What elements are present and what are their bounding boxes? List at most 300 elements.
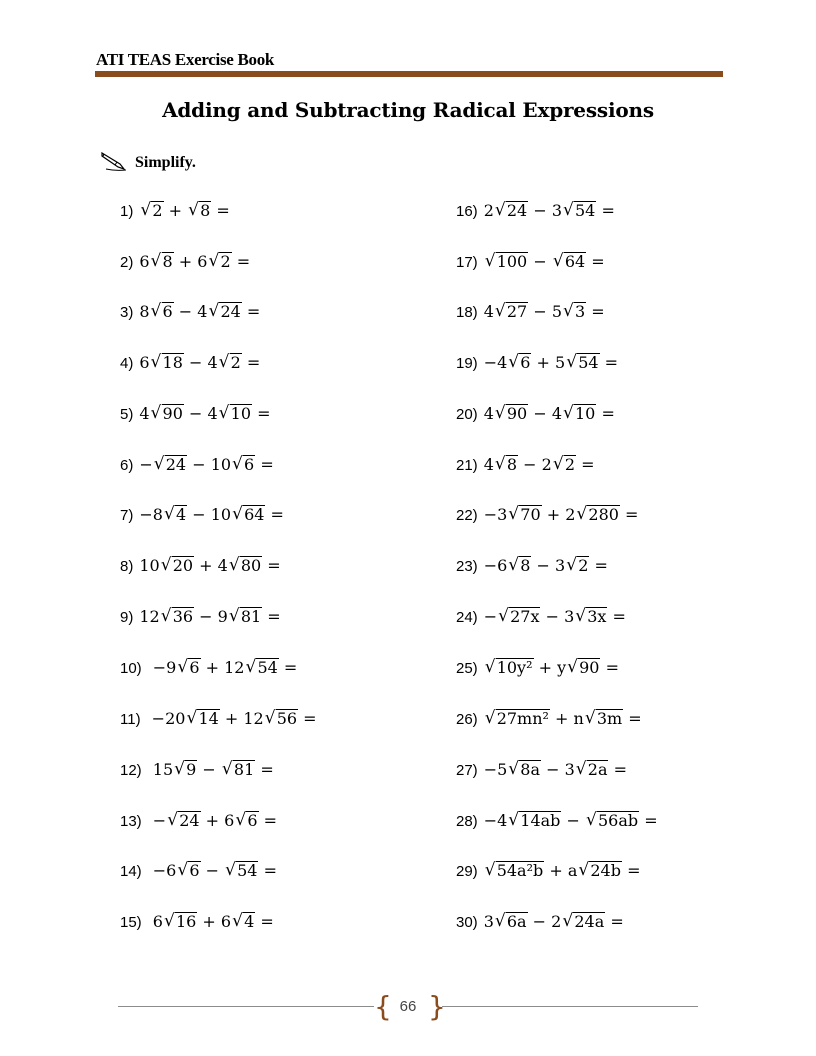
radicand: 24 xyxy=(179,811,200,830)
radicand: 2 xyxy=(230,353,241,372)
expression-text: = xyxy=(586,252,605,271)
expression-text: − 3 xyxy=(541,760,575,779)
radicand: 81 xyxy=(240,607,262,626)
radicand: 64 xyxy=(244,505,265,524)
radical xyxy=(208,251,231,273)
problem-expression xyxy=(139,251,250,273)
problem-number: 17) xyxy=(456,254,478,271)
radicand: 6 xyxy=(189,658,200,677)
expression-text: 6 xyxy=(139,252,150,271)
problem-20 xyxy=(456,403,615,426)
radical xyxy=(229,606,262,628)
radical xyxy=(578,860,622,882)
expression-text: = xyxy=(211,201,230,220)
expression-text: + 6 xyxy=(197,912,232,931)
problem-number: 2) xyxy=(120,254,134,271)
expression-text: − 10 xyxy=(187,455,232,474)
expression-text: = xyxy=(586,302,605,321)
problem-number: 3) xyxy=(120,304,134,321)
page-number: 66 xyxy=(399,998,417,1015)
problem-15 xyxy=(120,911,274,934)
radical xyxy=(177,860,200,882)
problem-23 xyxy=(456,555,608,578)
problem-expression xyxy=(148,911,274,933)
problem-27 xyxy=(456,759,627,782)
problem-expression xyxy=(139,403,270,425)
radical xyxy=(553,251,586,273)
radical xyxy=(232,911,255,933)
problem-number: 21) xyxy=(456,457,478,474)
expression-text: = xyxy=(298,709,317,728)
expression-text: 12 xyxy=(139,607,160,626)
problem-expression xyxy=(139,352,260,374)
radicand: 100 xyxy=(496,252,528,271)
problem-number: 6) xyxy=(120,457,134,474)
problem-number: 11) xyxy=(120,711,141,728)
expression-text: + a xyxy=(544,861,578,880)
expression-text: − xyxy=(200,861,225,880)
radical xyxy=(508,810,561,832)
expression-text: − 4 xyxy=(183,404,218,423)
expression-text: = xyxy=(623,709,642,728)
expression-text: − xyxy=(197,760,221,779)
radicand: 9 xyxy=(186,760,197,779)
expression-text: − 4 xyxy=(173,302,208,321)
radicand: 24 xyxy=(506,201,528,220)
radical xyxy=(222,759,255,781)
radicand: 280 xyxy=(588,505,619,524)
radicand: 14 xyxy=(198,709,219,728)
problem-number: 27) xyxy=(456,762,478,779)
radical xyxy=(576,504,620,526)
radical xyxy=(232,504,265,526)
radicand: 70 xyxy=(520,505,541,524)
problem-14 xyxy=(120,860,277,883)
problem-number: 16) xyxy=(456,203,478,220)
radical xyxy=(563,403,596,425)
problem-9 xyxy=(120,606,281,629)
problem-28 xyxy=(456,810,658,833)
problem-24 xyxy=(456,606,626,629)
radicand: 20 xyxy=(172,556,194,575)
expression-text: + 6 xyxy=(173,252,208,271)
radical xyxy=(235,810,258,832)
expression-text: + 6 xyxy=(200,811,235,830)
radicand: 54 xyxy=(257,658,278,677)
radicand: 56 xyxy=(276,709,298,728)
expression-text: = xyxy=(619,505,639,524)
expression-text: = xyxy=(241,302,261,321)
problem-expression xyxy=(147,708,317,730)
expression-text: − xyxy=(528,252,552,271)
problem-30 xyxy=(456,911,624,934)
expression-text: + 12 xyxy=(219,709,264,728)
radicand: 6 xyxy=(244,455,255,474)
radical xyxy=(495,301,528,323)
problem-expression xyxy=(484,759,627,781)
expression-text: −4 xyxy=(483,811,508,830)
radical xyxy=(567,657,600,679)
expression-text: + y xyxy=(533,658,567,677)
radicand: 10 xyxy=(230,404,252,423)
radicand: 24 xyxy=(220,302,241,321)
problem-number: 12) xyxy=(120,762,142,779)
problem-17 xyxy=(456,251,605,274)
problem-8 xyxy=(120,555,281,578)
expression-text: − xyxy=(561,811,585,830)
radical xyxy=(508,759,541,781)
radical xyxy=(563,301,586,323)
expression-text: 2 xyxy=(483,201,494,220)
radicand: 4 xyxy=(244,912,255,931)
radical xyxy=(575,606,607,628)
expression-text: − 4 xyxy=(183,353,218,372)
radical xyxy=(562,911,605,933)
expression-text: − 3 xyxy=(531,556,566,575)
expression-text: = xyxy=(607,607,626,626)
radical xyxy=(553,454,576,476)
radicand: 8 xyxy=(200,201,211,220)
problem-21 xyxy=(456,454,595,477)
radicand: 14ab xyxy=(520,811,561,830)
radicand: 6a xyxy=(506,912,527,931)
expression-text: − xyxy=(139,455,153,474)
problem-number: 25) xyxy=(456,660,478,677)
radicand: 90 xyxy=(162,404,183,423)
problem-expression xyxy=(139,454,273,476)
problem-expression xyxy=(484,301,605,323)
radicand: 2 xyxy=(220,252,231,271)
problem-expression xyxy=(139,555,280,577)
radicand: 18 xyxy=(162,353,183,372)
radical xyxy=(508,555,531,577)
problem-number: 28) xyxy=(456,813,478,830)
problem-expression xyxy=(484,555,608,577)
radicand: 8 xyxy=(506,455,518,474)
problem-number: 4) xyxy=(120,355,134,372)
radical xyxy=(154,454,187,476)
expression-text: − xyxy=(483,607,498,626)
expression-text: + 5 xyxy=(531,353,566,372)
problem-expression xyxy=(148,657,298,679)
problem-expression xyxy=(484,251,605,273)
expression-text: 4 xyxy=(483,404,494,423)
radical xyxy=(225,860,258,882)
radicand: 54 xyxy=(575,201,596,220)
radicand: 81 xyxy=(233,760,255,779)
expression-text: = xyxy=(608,760,627,779)
problem-expression xyxy=(484,606,626,628)
radicand: 24b xyxy=(590,861,621,880)
problem-number: 29) xyxy=(456,863,478,880)
problem-6 xyxy=(120,454,274,477)
problem-expression xyxy=(139,606,280,628)
instruction-text: Simplify. xyxy=(135,154,196,171)
radical xyxy=(164,504,187,526)
radicand: 24 xyxy=(165,455,187,474)
radicand: 80 xyxy=(240,556,262,575)
expression-text: − xyxy=(147,811,167,830)
radicand: 2 xyxy=(152,201,163,220)
radical xyxy=(151,352,184,374)
radicand: 3x xyxy=(587,607,607,626)
radical xyxy=(232,454,255,476)
expression-text: 3 xyxy=(483,912,494,931)
expression-text: = xyxy=(258,811,277,830)
problem-number: 26) xyxy=(456,711,478,728)
radical xyxy=(151,403,184,425)
problem-22 xyxy=(456,504,638,527)
radicand: 6 xyxy=(247,811,258,830)
header-rule xyxy=(95,71,723,77)
problem-expression xyxy=(139,200,229,222)
problem-13 xyxy=(120,810,277,833)
radical xyxy=(576,759,609,781)
expression-text: −9 xyxy=(147,658,177,677)
expression-text: = xyxy=(262,556,281,575)
problem-16 xyxy=(456,200,615,223)
expression-text: = xyxy=(258,861,277,880)
expression-text: 10 xyxy=(139,556,160,575)
radical xyxy=(174,759,197,781)
radicand: 4 xyxy=(175,505,187,524)
radical xyxy=(566,555,589,577)
problem-10 xyxy=(120,657,297,680)
problem-2 xyxy=(120,251,250,274)
expression-text: − 4 xyxy=(528,404,562,423)
problem-expression xyxy=(484,810,658,832)
pencil-icon xyxy=(100,150,130,176)
expression-text: −4 xyxy=(483,353,508,372)
problem-5 xyxy=(120,403,271,426)
radicand: 27mn² xyxy=(496,709,549,728)
expression-text: = xyxy=(255,760,274,779)
problem-expression xyxy=(484,200,615,222)
instruction xyxy=(100,150,196,176)
radicand: 10 xyxy=(575,404,596,423)
radicand: 24a xyxy=(574,912,605,931)
radical xyxy=(245,657,278,679)
radicand: 56ab xyxy=(598,811,639,830)
radicand: 2 xyxy=(578,556,589,575)
expression-text: 4 xyxy=(139,404,150,423)
problem-expression xyxy=(484,911,624,933)
expression-text: = xyxy=(589,556,608,575)
expression-text: −8 xyxy=(139,505,163,524)
problem-number: 30) xyxy=(456,914,478,931)
radicand: 8a xyxy=(520,760,540,779)
problem-number: 15) xyxy=(120,914,142,931)
problem-7 xyxy=(120,504,284,527)
radical xyxy=(188,200,211,222)
problem-29 xyxy=(456,860,640,883)
footer-rule-right xyxy=(442,1006,698,1007)
radicand: 3 xyxy=(575,302,586,321)
footer-rule-left xyxy=(118,1006,374,1007)
expression-text: −5 xyxy=(483,760,508,779)
expression-text: − 3 xyxy=(528,201,562,220)
expression-text: = xyxy=(576,455,595,474)
radical xyxy=(586,810,639,832)
radical xyxy=(566,352,599,374)
radical xyxy=(219,352,242,374)
radical xyxy=(495,200,528,222)
radical xyxy=(229,555,262,577)
radical xyxy=(508,504,541,526)
problem-expression xyxy=(484,708,642,730)
expression-text: + 2 xyxy=(541,505,576,524)
problem-25 xyxy=(456,657,619,680)
radicand: 6 xyxy=(162,302,173,321)
expression-text: 8 xyxy=(139,302,150,321)
radical xyxy=(485,860,545,882)
radicand: 8 xyxy=(520,556,531,575)
radical xyxy=(563,200,596,222)
radicand: 36 xyxy=(172,607,194,626)
problem-expression xyxy=(484,352,618,374)
problem-11 xyxy=(120,708,317,731)
expression-text: 15 xyxy=(147,760,174,779)
problem-number: 24) xyxy=(456,609,478,626)
radical xyxy=(161,555,194,577)
expression-text: − 2 xyxy=(518,455,552,474)
radical xyxy=(186,708,219,730)
radical xyxy=(495,454,518,476)
radicand: 8 xyxy=(162,252,173,271)
radicand: 54 xyxy=(237,861,258,880)
expression-text: + 4 xyxy=(194,556,228,575)
problem-expression xyxy=(148,759,274,781)
radical xyxy=(208,301,241,323)
problem-number: 18) xyxy=(456,304,478,321)
problem-12 xyxy=(120,759,274,782)
expression-text: −6 xyxy=(483,556,508,575)
expression-text: = xyxy=(241,353,261,372)
expression-text: − 2 xyxy=(527,912,562,931)
expression-text: + n xyxy=(549,709,584,728)
radicand: 64 xyxy=(564,252,586,271)
problem-number: 23) xyxy=(456,558,478,575)
expression-text: = xyxy=(231,252,251,271)
footer-bracket-left: { xyxy=(374,990,392,1023)
radical xyxy=(485,251,529,273)
expression-text: = xyxy=(621,861,641,880)
expression-text: = xyxy=(255,455,274,474)
expression-text: + xyxy=(163,201,188,220)
problem-18 xyxy=(456,301,605,324)
radicand: 6 xyxy=(520,353,531,372)
radical xyxy=(495,403,528,425)
radicand: 27 xyxy=(506,302,528,321)
radical xyxy=(508,352,531,374)
problem-number: 19) xyxy=(456,355,478,372)
expression-text: − 10 xyxy=(187,505,232,524)
radical xyxy=(498,606,540,628)
radicand: 2 xyxy=(564,455,576,474)
problem-expression xyxy=(484,454,595,476)
radical xyxy=(495,911,528,933)
expression-text: = xyxy=(599,353,619,372)
problem-4 xyxy=(120,352,260,375)
expression-text: 6 xyxy=(139,353,150,372)
radicand: 54 xyxy=(578,353,599,372)
expression-text: 6 xyxy=(147,912,163,931)
page-title: Adding and Subtracting Radical Expressions xyxy=(162,98,654,122)
problem-number: 5) xyxy=(120,406,134,423)
problem-number: 20) xyxy=(456,406,478,423)
expression-text: = xyxy=(252,404,271,423)
problem-expression xyxy=(148,810,277,832)
expression-text: = xyxy=(596,404,615,423)
footer-bracket-right: } xyxy=(428,990,446,1023)
radical xyxy=(151,251,174,273)
expression-text: −6 xyxy=(147,861,177,880)
problem-number: 7) xyxy=(120,507,134,524)
problem-number: 22) xyxy=(456,507,478,524)
problem-expression xyxy=(484,860,641,882)
radicand: 16 xyxy=(175,912,197,931)
problem-expression xyxy=(484,403,615,425)
expression-text: −3 xyxy=(483,505,508,524)
expression-text: − 9 xyxy=(194,607,228,626)
expression-text: = xyxy=(596,201,615,220)
expression-text: −20 xyxy=(146,709,186,728)
problem-26 xyxy=(456,708,642,731)
expression-text: 4 xyxy=(483,455,494,474)
problem-expression xyxy=(148,860,277,882)
problem-number: 14) xyxy=(120,863,142,880)
expression-text: = xyxy=(255,912,274,931)
problem-expression xyxy=(139,504,284,526)
radicand: 27x xyxy=(510,607,540,626)
radical xyxy=(140,200,163,222)
expression-text: = xyxy=(600,658,619,677)
radical xyxy=(485,708,550,730)
radicand: 10y² xyxy=(496,658,533,677)
problem-number: 13) xyxy=(120,813,142,830)
expression-text: − 5 xyxy=(528,302,562,321)
radical xyxy=(219,403,252,425)
book-title: ATI TEAS Exercise Book xyxy=(96,50,275,69)
problem-number: 9) xyxy=(120,609,134,626)
radical xyxy=(161,606,194,628)
radical xyxy=(585,708,623,730)
problem-expression xyxy=(484,504,639,526)
expression-text: 4 xyxy=(483,302,494,321)
radical xyxy=(485,657,534,679)
expression-text: = xyxy=(278,658,298,677)
problem-1 xyxy=(120,200,230,223)
radical xyxy=(265,708,298,730)
radicand: 54a²b xyxy=(496,861,544,880)
radical xyxy=(177,657,200,679)
problem-expression xyxy=(484,657,619,679)
radical xyxy=(164,911,197,933)
radical xyxy=(151,301,174,323)
expression-text: = xyxy=(265,505,284,524)
radicand: 3m xyxy=(596,709,623,728)
radicand: 90 xyxy=(579,658,600,677)
expression-text: = xyxy=(605,912,624,931)
radicand: 90 xyxy=(506,404,528,423)
problem-number: 8) xyxy=(120,558,134,575)
problem-expression xyxy=(139,301,260,323)
problem-number: 10) xyxy=(120,660,142,677)
problem-number: 1) xyxy=(120,203,134,220)
problem-3 xyxy=(120,301,260,324)
expression-text: − 3 xyxy=(540,607,575,626)
expression-text: + 12 xyxy=(200,658,245,677)
